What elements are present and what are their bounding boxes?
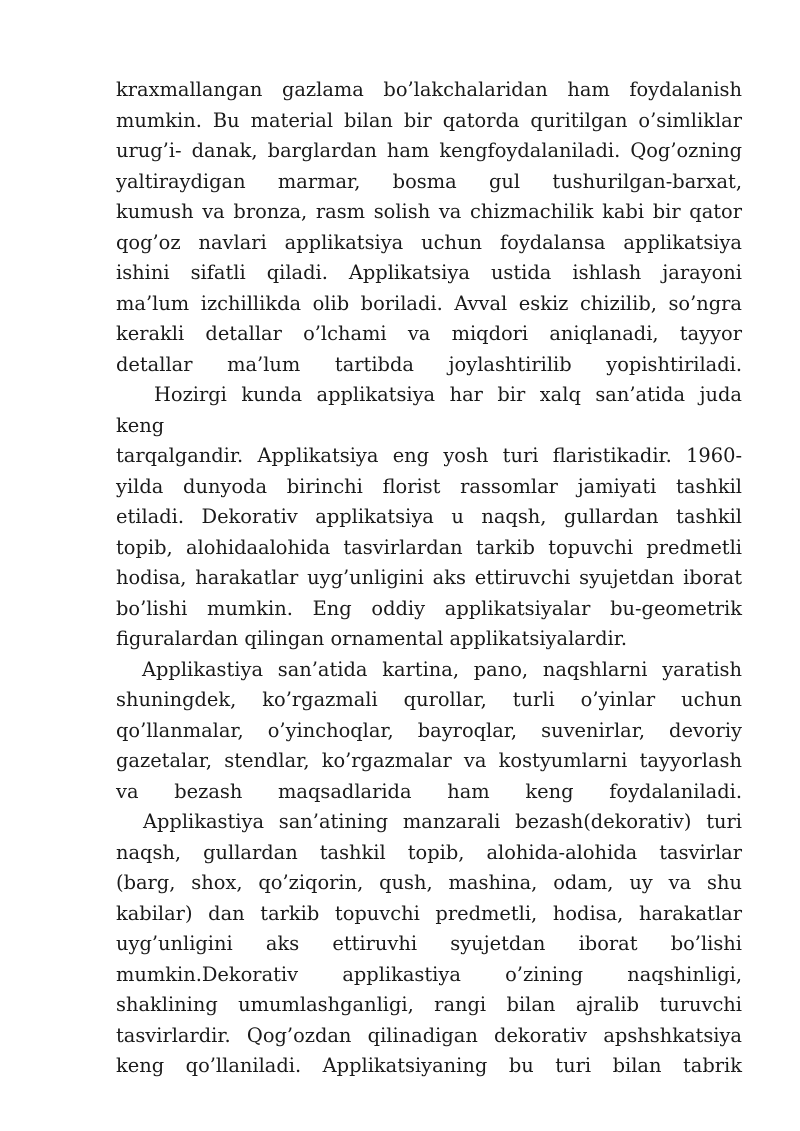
text-line: urug’i- danak, barglardan ham kengfoydalaniladi. Qog’ozning: [116, 139, 742, 162]
text-line: yaltiraydigan marmar, bosma gul tushurilgan-barxat,: [116, 169, 742, 193]
text-line: Hozirgi kunda applikatsiya har bir xalq san’atida juda: [154, 383, 742, 406]
text-line: kumush va bronza, rasm solish va chizmachilik kabi bir qator: [116, 200, 742, 223]
text-line: Applikastiya san’atida kartina, pano, naqshlarni yaratish: [142, 657, 742, 681]
text-line: kerakli detallar o’lchami va miqdori aniqlanadi, tayyor: [116, 322, 742, 345]
text-line: shaklining umumlashganligi, rangi bilan ajralib turuvchi: [116, 993, 742, 1016]
text-line: naqsh, gullardan tashkil topib, alohida-alohida tasvirlar: [116, 840, 742, 864]
text-line: tasvirlardir. Qog’ozdan qilinadigan dekorativ apshshkatsiya: [116, 1023, 742, 1047]
text-line: kabilar) dan tarkib topuvchi predmetli, hodisa, harakatlar: [116, 901, 742, 925]
text-line: qo’llanmalar, o’yinchoqlar, bayroqlar, suvenirlar, devoriy: [116, 718, 742, 742]
text-line: uyg’unligini aks ettiruvhi syujetdan iborat bo’lishi: [116, 932, 742, 955]
text-line: Applikastiya san’atining manzarali bezash(dekorativ) turi: [143, 810, 742, 833]
text-line: mumkin.Dekorativ applikastiya o’zining naqshinligi,: [116, 962, 742, 986]
text-line: hodisa, harakatlar uyg’unligini aks ettiruvchi syujetdan iborat: [116, 566, 742, 589]
body-text: [116, 75, 742, 1082]
text-line: ma’lum izchillikda olib boriladi. Avval eskiz chizilib, so’ngra: [116, 291, 742, 315]
text-line: gazetalar, stendlar, ko’rgazmalar va kostyumlarni tayyorlash: [116, 749, 742, 772]
text-line: ishini sifatli qiladi. Applikatsiya ustida ishlash jarayoni: [116, 261, 742, 284]
text-line: mumkin. Bu material bilan bir qatorda quritilgan o’simliklar: [116, 108, 742, 132]
text-line: tarqalgandir. Applikatsiya eng yosh turi flaristikadir. 1960-: [116, 444, 742, 467]
text-line: keng qo’llaniladi. Applikatsiyaning bu turi bilan tabrik: [116, 1054, 742, 1077]
text-line: qog’oz navlari applikatsiya uchun foydalansa applikatsiya: [116, 230, 742, 254]
text-line: figuralardan qilingan ornamental applikatsiyalardir.: [116, 627, 628, 650]
text-line: yilda dunyoda birinchi florist rassomlar jamiyati tashkil: [116, 474, 742, 498]
text-line: etiladi. Dekorativ applikatsiya u naqsh, gullardan tashkil: [116, 505, 742, 528]
text-line: keng: [116, 413, 165, 437]
text-line: kraxmallangan gazlama bo’lakchalaridan ham foydalanish: [116, 78, 742, 101]
text-line: shuningdek, ko’rgazmali qurollar, turli o’yinlar uchun: [116, 688, 742, 711]
text-line: detallar ma’lum tartibda joylashtirilib yopishtiriladi.: [116, 352, 742, 376]
text-line: va bezash maqsadlarida ham keng foydalaniladi.: [116, 779, 742, 803]
text-line: (barg, shox, qo’ziqorin, qush, mashina, odam, uy va shu: [116, 871, 742, 894]
text-line: bo’lishi mumkin. Eng oddiy applikatsiyalar bu-geometrik: [116, 596, 742, 620]
text-line: topib, alohidaalohida tasvirlardan tarkib topuvchi predmetli: [116, 535, 742, 559]
